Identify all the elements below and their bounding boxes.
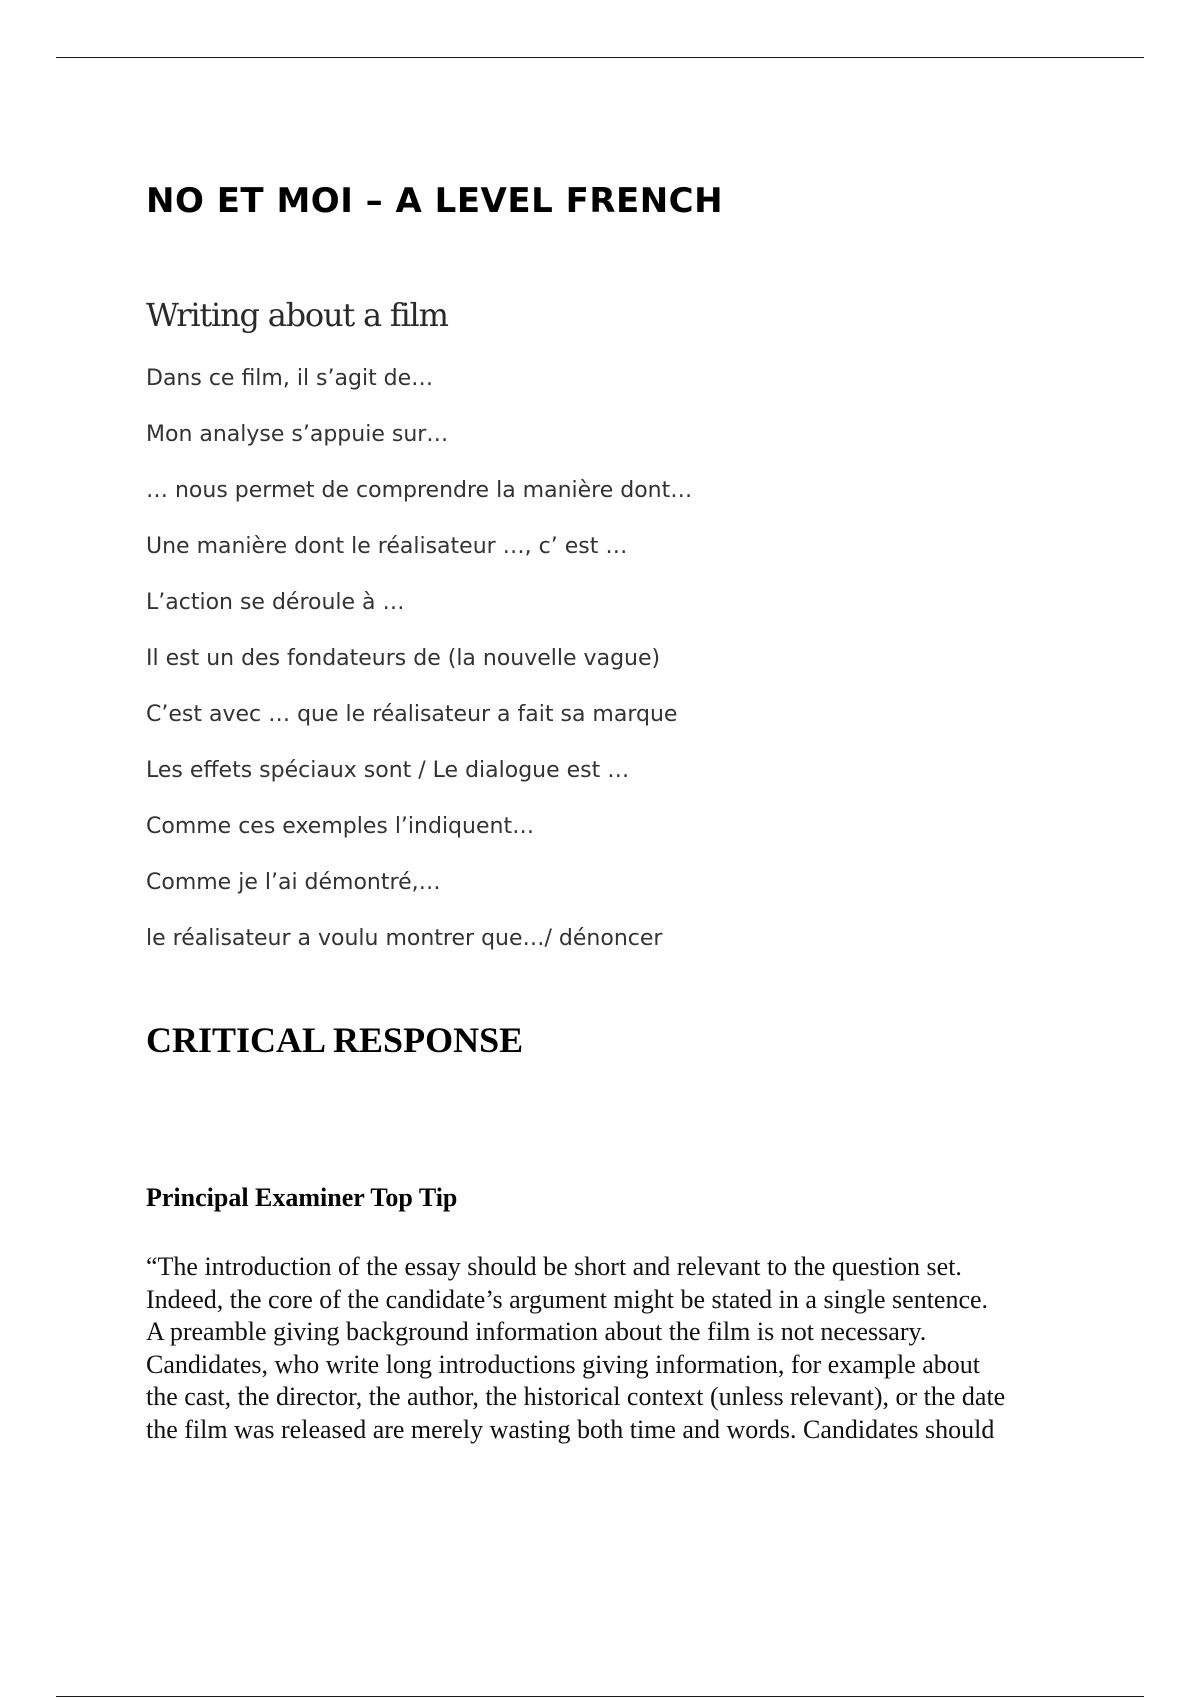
phrase-list <box>146 363 692 979</box>
tip-line: the film was released are merely wasting both time and words. Candidates should <box>146 1414 995 1444</box>
phrase-item: C’est avec … que le réalisateur a fait sa marque <box>146 702 678 727</box>
examiner-tip-title: Principal Examiner Top Tip <box>146 1183 458 1212</box>
footer-rule <box>56 1696 1144 1697</box>
phrase-item: Comme ces exemples l’indiquent… <box>146 814 535 839</box>
phrase-item: Une manière dont le réalisateur …, c’ est … <box>146 534 628 559</box>
phrase-item: le réalisateur a voulu montrer que…/ dénoncer <box>146 926 663 951</box>
tip-line: “The introduction of the essay should be short and relevant to the question set. <box>146 1252 962 1281</box>
phrase-item: Il est un des fondateurs de (la nouvelle vague) <box>146 646 661 671</box>
phrase-item: Les effets spéciaux sont / Le dialogue est … <box>146 758 630 783</box>
tip-line: Indeed, the core of the candidate’s argument might be stated in a single sentence. <box>146 1284 989 1314</box>
phrase-item: Dans ce film, il s’agit de… <box>146 366 434 391</box>
header-rule <box>56 57 1144 58</box>
tip-line: Candidates, who write long introductions giving information, for example about <box>146 1349 981 1379</box>
phrase-item: Comme je l’ai démontré,… <box>146 870 441 895</box>
writing-section-heading: Writing about a film <box>146 296 448 334</box>
phrase-item: L’action se déroule à … <box>146 590 405 615</box>
critical-response-heading: CRITICAL RESPONSE <box>146 1020 524 1060</box>
phrase-item: … nous permet de comprendre la manière dont… <box>146 478 693 503</box>
tip-line: A preamble giving background information about the film is not necessary. <box>146 1317 927 1346</box>
document-title: NO ET MOI – A LEVEL FRENCH <box>146 181 724 221</box>
phrase-item: Mon analyse s’appuie sur… <box>146 422 449 447</box>
tip-line: the cast, the director, the author, the historical context (unless relevant), or the date <box>146 1382 1006 1411</box>
examiner-tip-body <box>146 1251 1086 1446</box>
